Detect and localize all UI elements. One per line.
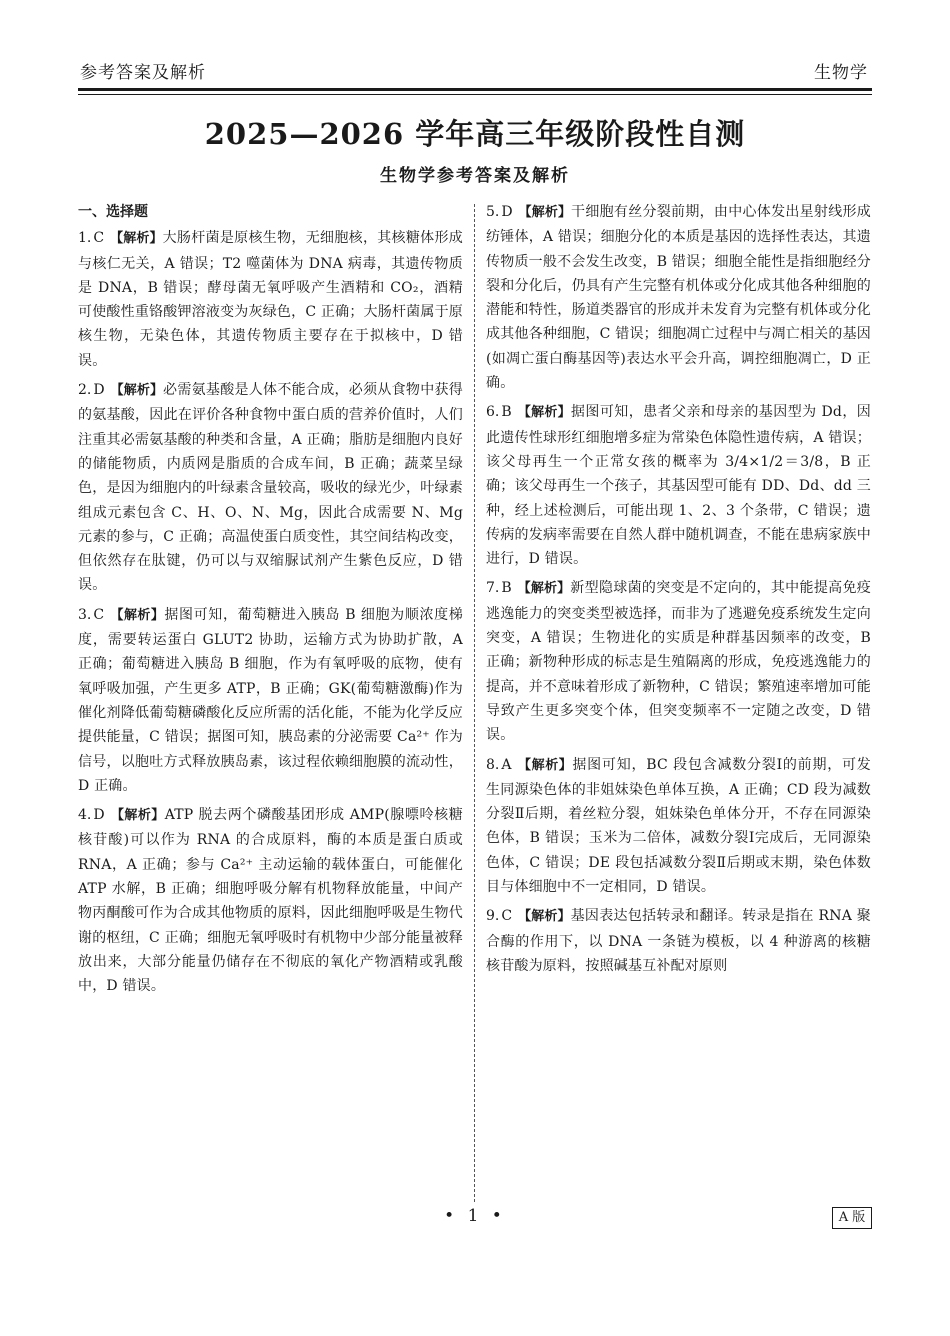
question-item bbox=[78, 226, 463, 373]
question-item bbox=[78, 378, 463, 598]
question-explanation: 必需氨基酸是人体不能合成，必须从食物中获得的氨基酸，因此在评价各种食物中蛋白质的营养价值时，人们注重其必需氨基酸的种类和含量，A 正确；脂肪是细胞内良好的储能物质，内质网是脂质的合成车间，B 正确；蔬菜呈绿色，是因为细胞内的叶绿素含量较高，吸收的绿光少，叶绿素组成元素包含 C、H、O、N、Mg，因此合成需要 N、Mg 元素的参与，C 正确；高温使蛋白质变性，其空间结构改变，但依然存在肽键，仍可以与双缩脲试剂产生紫色反应，D 错误。 bbox=[78, 382, 463, 594]
question-explanation: 据图可知，BC 段包含减数分裂Ⅰ的前期，可发生同源染色体的非姐妹染色单体互换，A 正确；CD 段为减数分裂Ⅱ后期，着丝粒分裂，姐妹染色单体分开，不存在同源染色体，B 错误；玉米为二倍体，减数分裂Ⅰ完成后，无同源染色体，C 错误；DE 段包括减数分裂Ⅱ后期或末期，染色体数目与体细胞中不一定相同，D 错误。 bbox=[486, 756, 871, 896]
analysis-tag: 【解析】 bbox=[110, 607, 165, 623]
question-number: 8. bbox=[486, 756, 500, 773]
question-answer: D bbox=[93, 382, 105, 399]
page-title: 2025—2026 学年高三年级阶段性自测 bbox=[204, 117, 746, 151]
question-item bbox=[486, 904, 871, 978]
question-number: 4. bbox=[78, 807, 92, 824]
question-number: 3. bbox=[78, 606, 92, 623]
question-answer: A bbox=[501, 756, 512, 773]
right-column bbox=[486, 200, 871, 983]
analysis-tag: 【解析】 bbox=[110, 383, 164, 399]
analysis-tag: 【解析】 bbox=[518, 909, 571, 925]
question-explanation: 大肠杆菌是原核生物，无细胞核，其核糖体形成与核仁无关，A 错误；T2 噬菌体为 DNA 病毒，其遗传物质是 DNA，B 错误；酵母菌无氧呼吸产生酒精和 CO₂，酒精可使酸性重铬酸钾溶液变为灰绿色，C 正确；大肠杆菌属于原核生物，无染色体，其遗传物质主要存在于拟核中，D 错误。 bbox=[78, 230, 463, 369]
analysis-tag: 【解析】 bbox=[110, 231, 163, 247]
question-explanation: ATP 脱去两个磷酸基团形成 AMP(腺嘌呤核糖核苷酸)可以作为 RNA 的合成原料，酶的本质是蛋白质或 RNA，A 正确；参与 Ca²⁺ 主动运输的载体蛋白，可能催化 ATP 水解，B 正确；细胞呼吸分解有机物释放能量，中间产物丙酮酸可作为合成其他物质的原料，因此细胞呼吸是生物代谢的枢纽，C 正确；细胞无氧呼吸时有机物中少部分能量被释放出来，大部分能量仍储存在不彻底的氧化产物酒精或乳酸中，D 错误。 bbox=[78, 807, 463, 995]
analysis-tag: 【解析】 bbox=[517, 757, 573, 773]
question-explanation: 新型隐球菌的突变是不定向的，其中能提高免疫逃逸能力的突变类型被选择，而非为了逃避免疫系统发生定向突变，A 错误；生物进化的实质是种群基因频率的改变，B 正确；新物种形成的标志是生殖隔离的形成，免疫逃逸能力的提高，并不意味着形成了新物种，C 错误；繁殖速率增加可能导致产生更多突变个体，但突变频率不一定随之改变，D 错误。 bbox=[486, 580, 871, 744]
question-item bbox=[486, 753, 871, 900]
left-column bbox=[78, 200, 463, 1004]
question-item bbox=[486, 576, 871, 747]
question-explanation: 基因表达包括转录和翻译。转录是指在 RNA 聚合酶的作用下，以 DNA 一条链为模板，以 4 种游离的核糖核苷酸为原料，按照碱基互补配对原则 bbox=[486, 908, 871, 974]
question-number: 2. bbox=[78, 382, 92, 399]
column-divider bbox=[474, 204, 475, 1202]
header-subject-label: 生物学 bbox=[814, 63, 868, 83]
question-number: 6. bbox=[486, 404, 500, 421]
question-answer: C bbox=[501, 908, 513, 925]
question-explanation: 据图可知，葡萄糖进入胰岛 B 细胞为顺浓度梯度，需要转运蛋白 GLUT2 协助，运输方式为协助扩散，A 正确；葡萄糖进入胰岛 B 细胞，作为有氧呼吸的底物，使有氧呼吸加强，产生更多 ATP，B 正确；GK(葡萄糖激酶)作为催化剂降低葡萄糖磷酸化反应所需的活化能，不能为化学反应提供能量，C 错误；据图可知，胰岛素的分泌需要 Ca²⁺ 作为信号，以胞吐方式释放胰岛素，该过程依赖细胞膜的流动性，D 正确。 bbox=[78, 606, 463, 794]
question-answer: D bbox=[93, 807, 105, 824]
question-number: 9. bbox=[486, 908, 500, 925]
question-answer: D bbox=[501, 204, 513, 220]
header-left-label: 参考答案及解析 bbox=[80, 63, 206, 83]
page-subtitle: 生物学参考答案及解析 bbox=[380, 166, 570, 186]
analysis-tag: 【解析】 bbox=[110, 808, 165, 824]
question-item bbox=[78, 603, 463, 798]
analysis-tag: 【解析】 bbox=[518, 205, 572, 220]
edition-badge: A 版 bbox=[832, 1207, 872, 1229]
question-answer: B bbox=[501, 580, 512, 597]
question-number: 7. bbox=[486, 580, 500, 597]
question-item bbox=[486, 200, 871, 395]
question-answer: C bbox=[93, 606, 105, 623]
question-number: 5. bbox=[486, 204, 500, 220]
question-number: 1. bbox=[78, 230, 92, 247]
question-item bbox=[486, 400, 871, 571]
header-rule-thin bbox=[78, 94, 872, 95]
header-rule-thick bbox=[78, 88, 872, 91]
question-explanation: 干细胞有丝分裂前期，由中心体发出星射线形成纺锤体，A 错误；细胞分化的本质是基因的选择性表达，其遗传物质一般不会发生改变，B 错误；细胞全能性是指细胞经分裂和分化后，仍具有产生完整有机体或分化成其他各种细胞的潜能和特性，肠道类器官的形成并未发育为完整有机体或分化成其他各种细胞，C 错误；细胞凋亡过程中与凋亡相关的基因(如凋亡蛋白酶基因等)表达水平会升高，调控细胞凋亡，D 正确。 bbox=[486, 204, 871, 392]
analysis-tag: 【解析】 bbox=[517, 581, 571, 597]
page-number: • 1 • bbox=[444, 1206, 506, 1226]
section-heading: 一、选择题 bbox=[78, 204, 148, 220]
question-item bbox=[78, 803, 463, 998]
question-answer: C bbox=[93, 230, 105, 247]
analysis-tag: 【解析】 bbox=[517, 405, 571, 421]
question-answer: B bbox=[501, 404, 512, 421]
question-explanation: 据图可知，患者父亲和母亲的基因型为 Dd，因此遗传性球形红细胞增多症为常染色体隐性遗传病，A 错误；该父母再生一个正常女孩的概率为 3/4×1/2＝3/8，B 正确；该父母再生一个孩子，其基因型可能有 DD、Dd、dd 三种，经上述检测后，可能出现 1、2、3 个条带，C 错误；遗传病的发病率需要在自然人群中随机调查，不能在患病家族中进行，D 错误。 bbox=[486, 404, 871, 568]
